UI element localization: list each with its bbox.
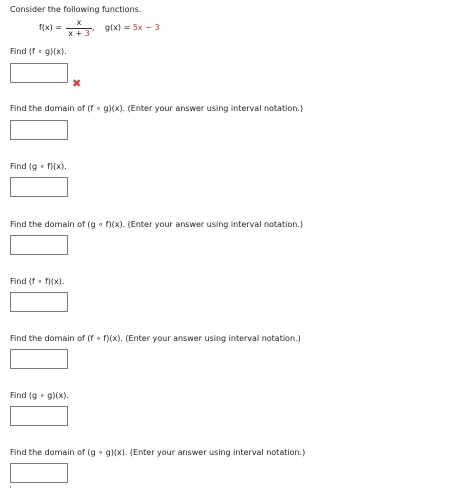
question-1: Find (f ∘ g)(x).: [10, 47, 67, 56]
f-separator: ,: [92, 23, 95, 32]
answer-input-3[interactable]: [10, 177, 68, 197]
question-7: Find (g ∘ g)(x).: [10, 391, 69, 400]
question-4: Find the domain of (g ∘ f)(x). (Enter your answer using interval notation.): [10, 220, 303, 229]
answer-input-1[interactable]: [10, 63, 68, 83]
answer-input-4[interactable]: [10, 235, 68, 255]
f-numerator: x: [76, 18, 82, 27]
f-fraction: [66, 18, 92, 39]
question-6: Find the domain of (f ∘ f)(x). (Enter your answer using interval notation.): [10, 334, 301, 343]
g-definition: g(x) = 5x − 3: [105, 23, 160, 32]
answer-input-5[interactable]: [10, 292, 68, 312]
answer-input-6[interactable]: [10, 349, 68, 369]
incorrect-icon: ✖: [72, 77, 82, 90]
question-8: Find the domain of (g ∘ g)(x). (Enter your answer using interval notation.): [10, 448, 306, 457]
intro-text: Consider the following functions.: [10, 5, 142, 14]
answer-input-8[interactable]: [10, 463, 68, 483]
question-5: Find (f ∘ f)(x).: [10, 277, 65, 286]
f-denominator: x + 3: [68, 29, 90, 38]
answer-input-2[interactable]: [10, 120, 68, 140]
question-3: Find (g ∘ f)(x).: [10, 162, 67, 171]
answer-input-7[interactable]: [10, 406, 68, 426]
question-2: Find the domain of (f ∘ g)(x). (Enter your answer using interval notation.): [10, 104, 303, 113]
f-label: f(x) =: [39, 23, 63, 32]
